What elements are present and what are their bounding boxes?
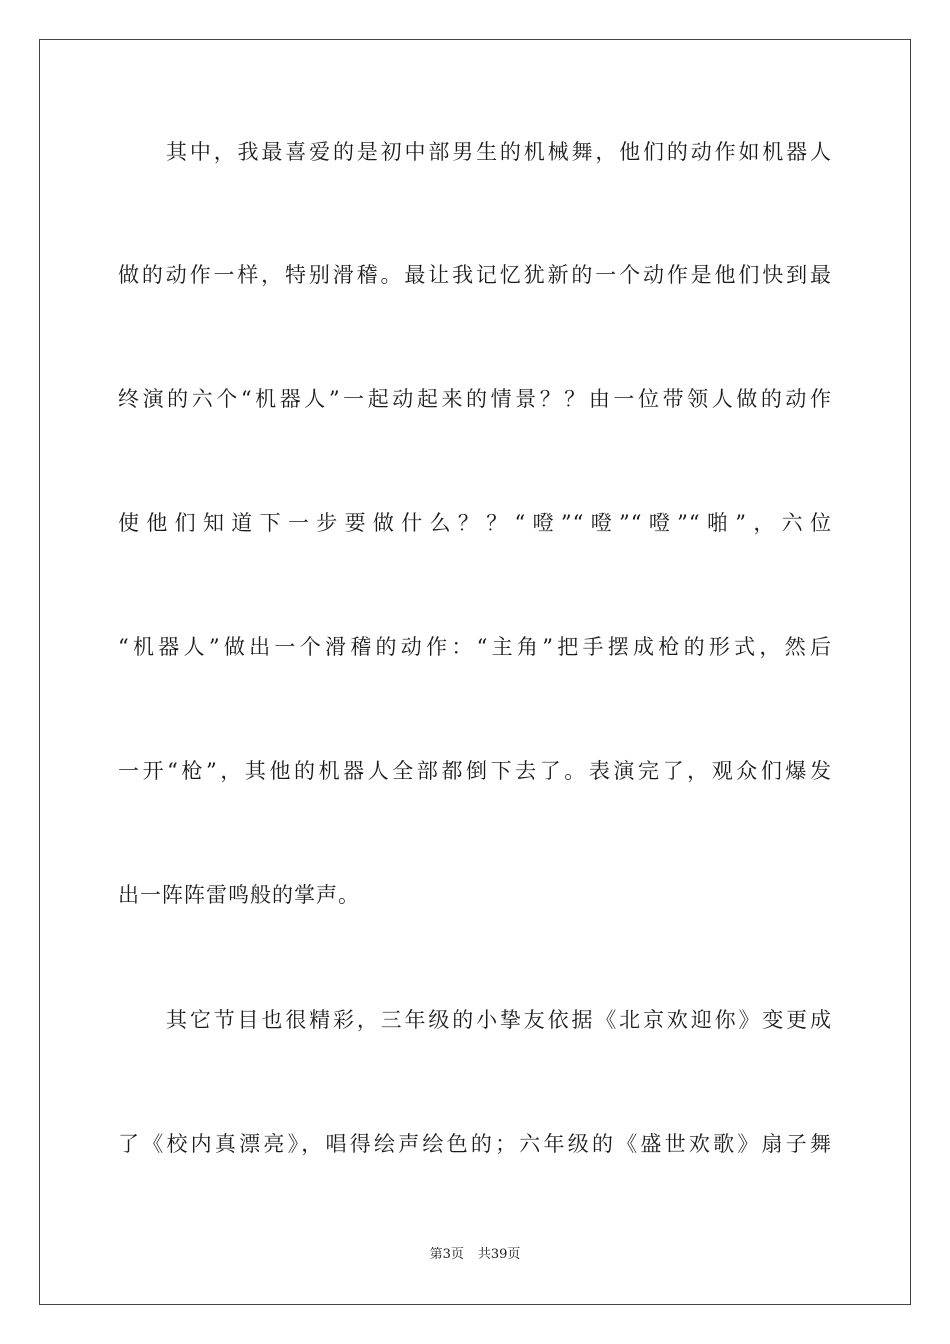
page-border — [39, 39, 911, 1305]
paragraph-1-line-7: 出一阵阵雷鸣般的掌声。 — [118, 883, 360, 907]
paragraph-2-line-2: 了《校内真漂亮》，唱得绘声绘色的；六年级的《盛世欢歌》扇子舞 — [118, 1132, 832, 1156]
total-pages: 共39页 — [477, 1247, 521, 1262]
paragraph-1-line-2: 做的动作一样，特别滑稽。最让我记忆犹新的一个动作是他们快到最 — [118, 263, 832, 287]
page-number: 第3页 — [429, 1247, 464, 1262]
paragraph-1-line-3: 终演的六个“机器人”一起动起来的情景？？由一位带领人做的动作 — [118, 387, 832, 411]
paragraph-1-line-1: 其中，我最喜爱的是初中部男生的机械舞，他们的动作如机器人 — [166, 140, 832, 164]
paragraph-1-line-6: 一开“枪”，其他的机器人全部都倒下去了。表演完了，观众们爆发 — [118, 759, 832, 783]
paragraph-2-line-1: 其它节目也很精彩，三年级的小挚友依据《北京欢迎你》变更成 — [166, 1008, 832, 1032]
paragraph-1-line-4: 使他们知道下一步要做什么？？“噔”“噔”“噔”“啪”，六位 — [118, 511, 832, 535]
page-footer — [0, 1246, 950, 1264]
paragraph-1-line-5: “机器人”做出一个滑稽的动作：“主角”把手摆成枪的形式，然后 — [118, 635, 832, 659]
